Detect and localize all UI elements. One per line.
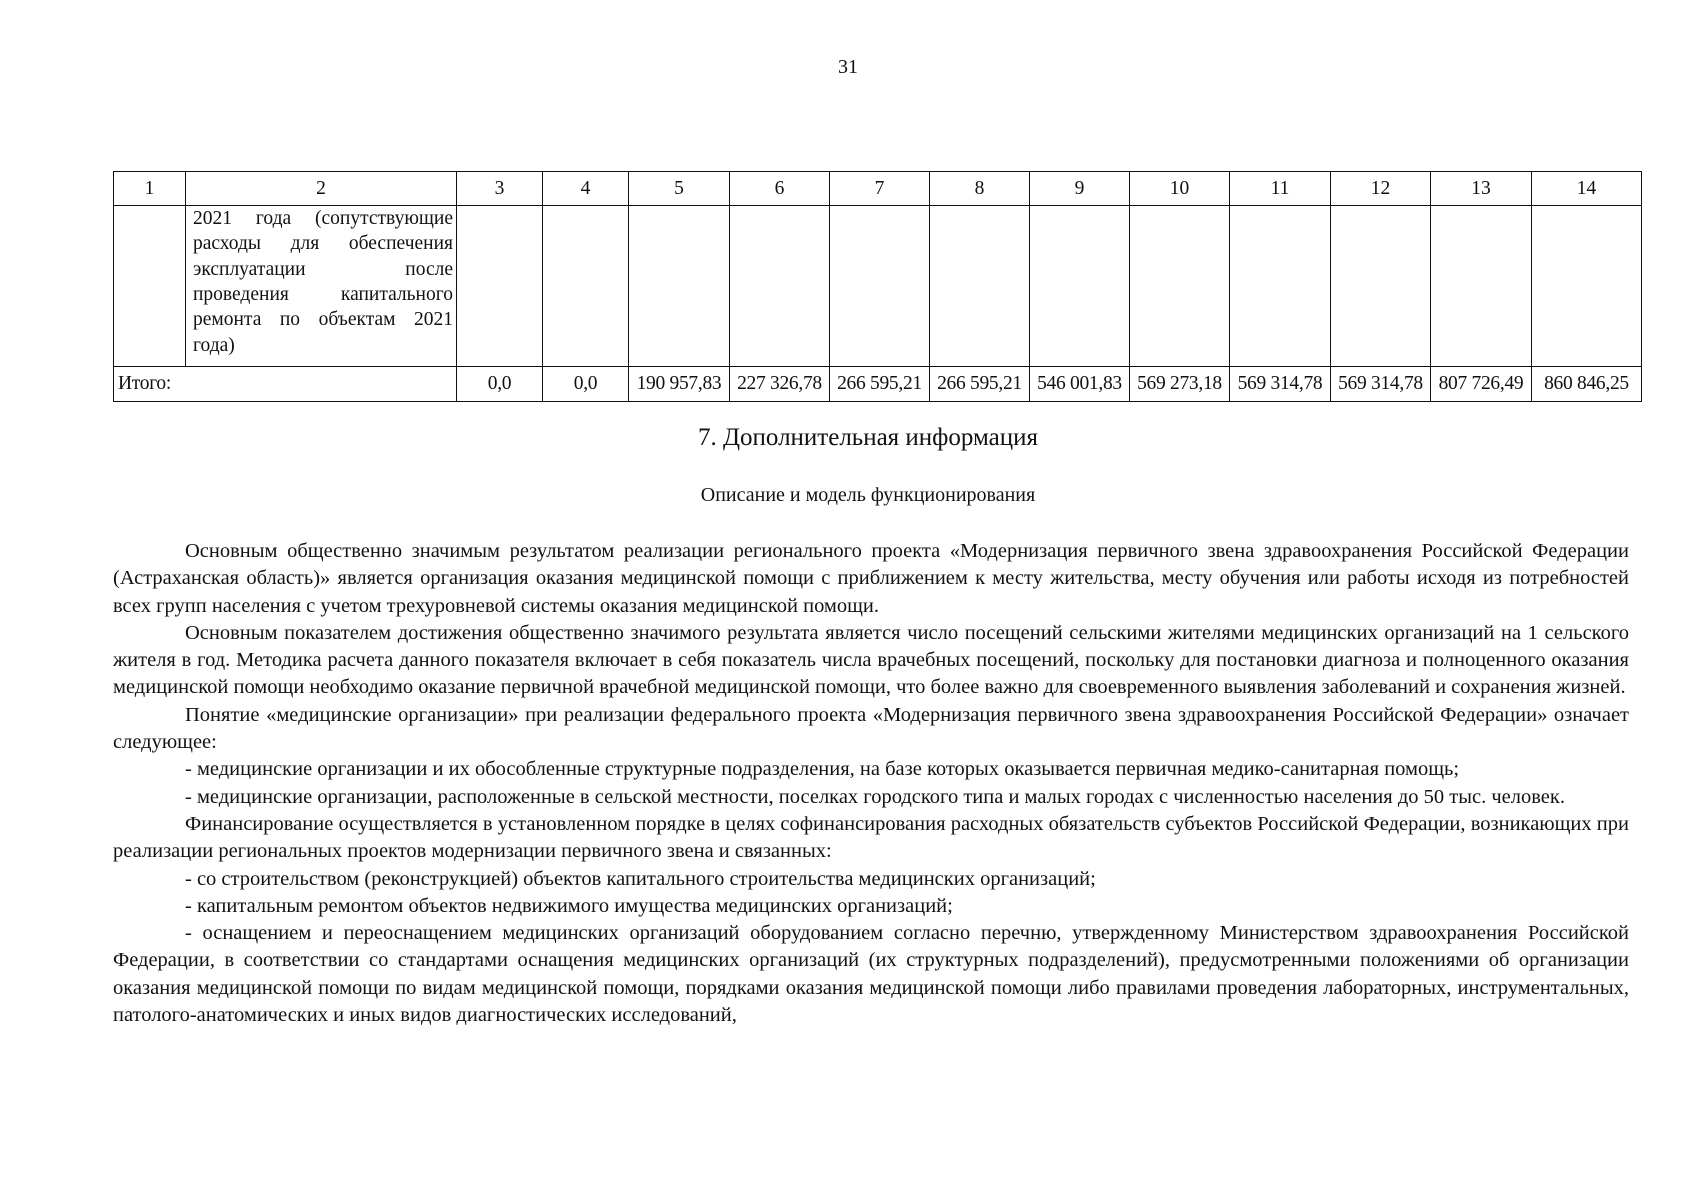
column-number: 6 xyxy=(730,172,830,206)
column-number: 3 xyxy=(457,172,543,206)
list-item: - медицинские организации и их обособленные структурные подразделения, на базе которых оказывается первичная медико-санитарная помощь; xyxy=(185,758,1460,781)
total-value: 227 326,78 xyxy=(730,367,830,402)
body-text xyxy=(113,538,1629,1029)
paragraph: Понятие «медицинские организации» при реализации федерального проекта «Модернизация первичного звена здравоохранения Российской Федерации» означает следующее: xyxy=(113,703,1629,754)
list-item: - капитальным ремонтом объектов недвижимого имущества медицинских организаций; xyxy=(185,894,953,917)
column-number: 4 xyxy=(543,172,629,206)
total-value: 860 846,25 xyxy=(1532,367,1642,402)
total-row xyxy=(114,367,1642,402)
column-number: 8 xyxy=(930,172,1030,206)
total-label: Итого: xyxy=(114,367,457,402)
column-number: 9 xyxy=(1030,172,1130,206)
table-header-row xyxy=(114,172,1642,206)
total-value: 807 726,49 xyxy=(1431,367,1532,402)
table-cell xyxy=(930,206,1030,367)
table-cell xyxy=(543,206,629,367)
table-cell xyxy=(830,206,930,367)
total-value: 266 595,21 xyxy=(830,367,930,402)
total-value: 569 314,78 xyxy=(1230,367,1331,402)
column-number: 14 xyxy=(1532,172,1642,206)
section-title: 7. Дополнительная информация xyxy=(697,424,1039,451)
table-cell xyxy=(1532,206,1642,367)
column-number: 11 xyxy=(1230,172,1331,206)
total-value: 569 314,78 xyxy=(1331,367,1431,402)
table-cell xyxy=(629,206,730,367)
paragraph: Основным показателем достижения общественно значимого результата является число посещений сельскими жителями медицинских организаций на 1 сельского жителя в год. Методика расчета данного показателя включает в себя показатель числа врачебных посещений, поскольку для постановки диагноза и полноценного оказания медицинской помощи необходимо оказание первичной врачебной медицинской помощи, что более важно для своевременного выявления заболеваний и сохранения жизней. xyxy=(113,621,1629,699)
column-number: 12 xyxy=(1331,172,1431,206)
column-number: 1 xyxy=(114,172,186,206)
list-item: - медицинские организации, расположенные в сельской местности, поселках городского типа и малых городах с численностью населения до 50 тыс. человек. xyxy=(185,785,1565,808)
total-value: 0,0 xyxy=(543,367,629,402)
column-number: 2 xyxy=(186,172,457,206)
total-value: 266 595,21 xyxy=(930,367,1030,402)
table-cell xyxy=(1431,206,1532,367)
table-row xyxy=(114,206,1642,367)
list-item: - со строительством (реконструкцией) объектов капитального строительства медицинских организаций; xyxy=(185,867,1096,890)
section-subtitle: Описание и модель функционирования xyxy=(700,484,1036,506)
column-number: 7 xyxy=(830,172,930,206)
table-cell xyxy=(1230,206,1331,367)
total-value: 190 957,83 xyxy=(629,367,730,402)
row-description: 2021 года (сопутствующие расходы для обеспечения эксплуатации после проведения капитального ремонта по объектам 2021 года) xyxy=(186,206,457,367)
paragraph: Основным общественно значимым результатом реализации регионального проекта «Модернизация первичного звена здравоохранения Российской Федерации (Астраханская область)» является организация оказания медицинской помощи с приближением к месту жительства, месту обучения или работы исходя из потребностей всех групп населения с учетом трехуровневой системы оказания медицинской помощи. xyxy=(113,540,1629,617)
table-cell xyxy=(114,206,186,367)
table-cell xyxy=(730,206,830,367)
column-number: 10 xyxy=(1130,172,1230,206)
table-cell xyxy=(457,206,543,367)
total-value: 569 273,18 xyxy=(1130,367,1230,402)
column-number: 13 xyxy=(1431,172,1532,206)
list-item: - оснащением и переоснащением медицинских организаций оборудованием согласно перечню, утвержденному Министерством здравоохранения Российской Федерации, в соответствии со стандартами оснащения медицинских организаций (их структурных подразделений), предусмотренными положениями об организации оказания медицинской помощи по видам медицинской помощи, порядками оказания медицинской помощи либо правилами проведения лабораторных, инструментальных, патолого-анатомических и иных видов диагностических исследований, xyxy=(113,922,1629,1027)
table-cell xyxy=(1331,206,1431,367)
page-number: 31 xyxy=(838,56,858,78)
table-cell xyxy=(1130,206,1230,367)
column-number: 5 xyxy=(629,172,730,206)
table-cell xyxy=(1030,206,1130,367)
total-value: 0,0 xyxy=(457,367,543,402)
total-value: 546 001,83 xyxy=(1030,367,1130,402)
paragraph: Финансирование осуществляется в установленном порядке в целях софинансирования расходных обязательств субъектов Российской Федерации, возникающих при реализации региональных проектов модернизации первичного звена и связанных: xyxy=(113,812,1629,863)
budget-table xyxy=(113,171,1642,402)
